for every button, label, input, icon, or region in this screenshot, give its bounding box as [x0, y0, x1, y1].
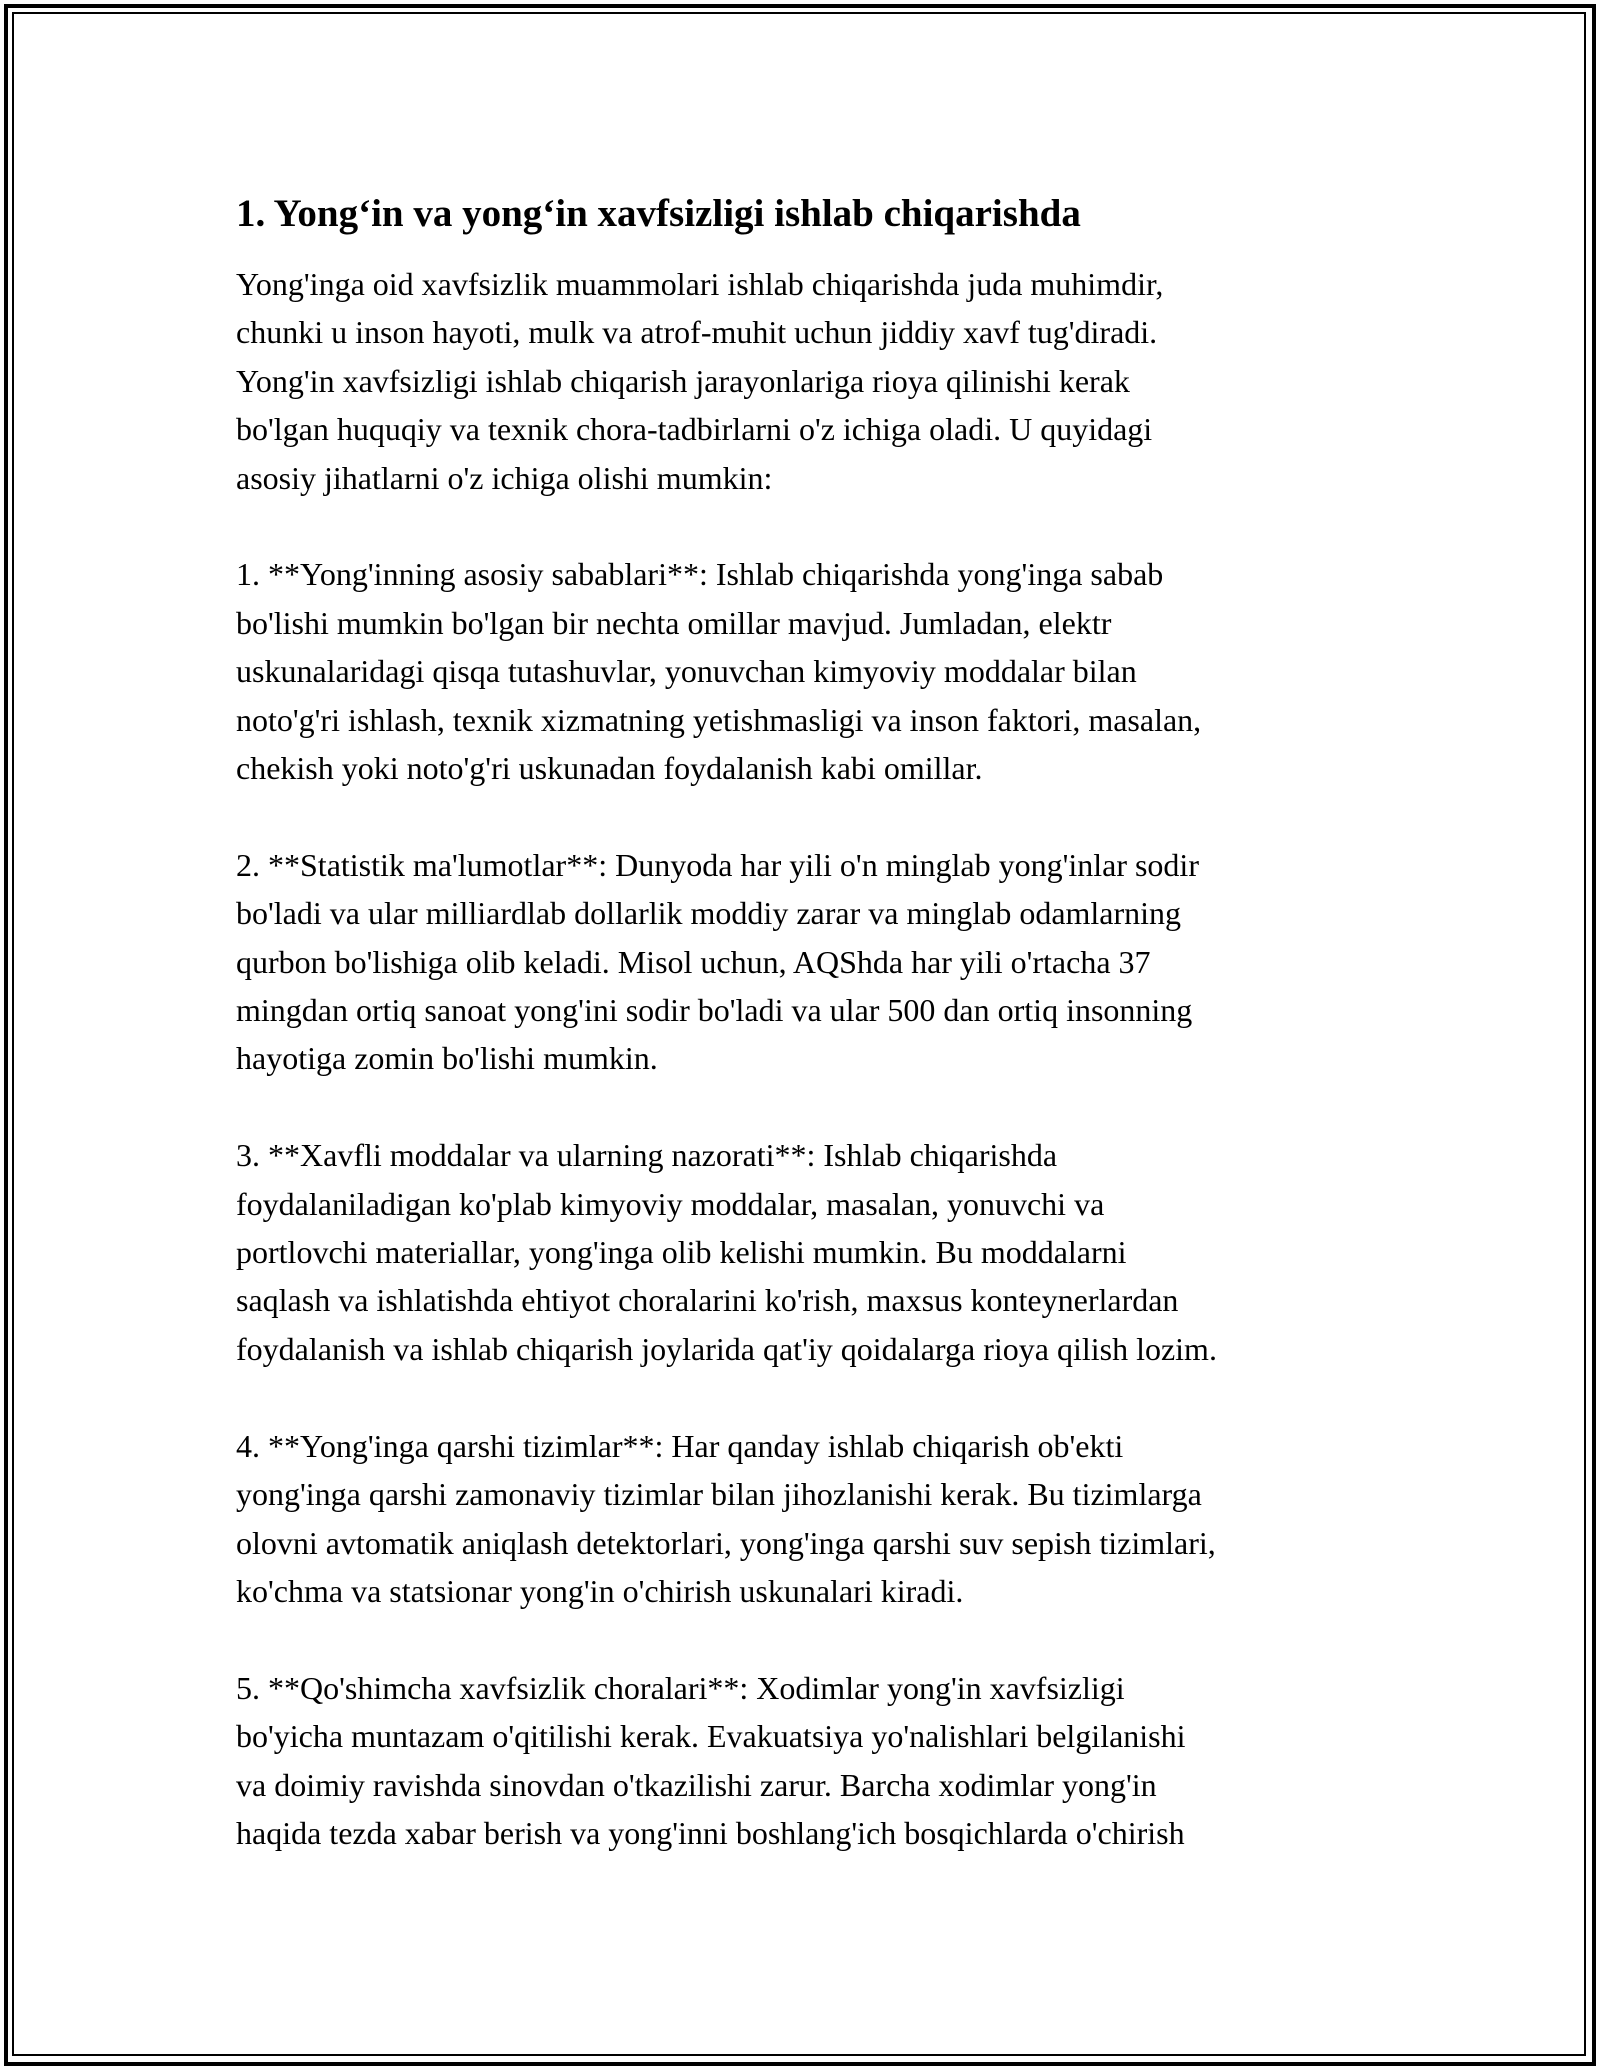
paragraph-fire-systems: 4. **Yong'inga qarshi tizimlar**: Har qanday ishlab chiqarish ob'ekti yong'inga qarshi zamonaviy tizimlar bilan jihozlanishi kerak. Bu tizimlarga olovni avtomatik aniqlash detektorlari, yong'inga qarshi suv sepish tizimlari, ko'chma va statsionar yong'in o'chirish uskunalari kiradi.	[236, 1427, 1216, 1609]
paragraph-additional-measures: 5. **Qo'shimcha xavfsizlik choralari**: Xodimlar yong'in xavfsizligi bo'yicha muntazam o'qitilishi kerak. Evakuatsiya yo'nalishlari belgilanishi va doimiy ravishda sinovdan o'tkazilishi zarur. Barcha xodimlar yong'in haqida tezda xabar berish va yong'inni boshlang'ich bosqichlarda o'chirish	[236, 1669, 1186, 1851]
paragraph-statistics: 2. **Statistik ma'lumotlar**: Dunyoda har yili o'n minglab yong'inlar sodir bo'ladi va ular milliardlab dollarlik moddiy zarar va minglab odamlarning qurbon bo'lishiga olib keladi. Misol uchun, AQShda har yili o'rtacha 37 mingdan ortiq sanoat yong'ini sodir bo'ladi va ular 500 dan ortiq insonning hayotiga zomin bo'lishi mumkin.	[236, 846, 1199, 1077]
document-body	[236, 188, 1416, 1906]
paragraph-fire-causes: 1. **Yong'inning asosiy sabablari**: Ishlab chiqarishda yong'inga sabab bo'lishi mumkin bo'lgan bir nechta omillar mavjud. Jumladan, elektr uskunalaridagi qisqa tutashuvlar, yonuvchan kimyoviy moddalar bilan noto'g'ri ishlash, texnik xizmatning yetishmasligi va inson faktori, masalan, chekish yoki noto'g'ri uskunadan foydalanish kabi omillar.	[236, 556, 1202, 787]
intro-paragraph: Yong'inga oid xavfsizlik muammolari ishlab chiqarishda juda muhimdir, chunki u inson hayoti, mulk va atrof-muhit uchun jiddiy xavf tug'diradi. Yong'in xavfsizligi ishlab chiqarish jarayonlariga rioya qilinishi kerak bo'lgan huquqiy va texnik chora-tadbirlarni o'z ichiga oladi. U quyidagi asosiy jihatlarni o'z ichiga olishi mumkin:	[236, 266, 1164, 496]
paragraph-hazardous-materials: 3. **Xavfli moddalar va ularning nazorati**: Ishlab chiqarishda foydalaniladigan ko'plab kimyoviy moddalar, masalan, yonuvchi va portlovchi materiallar, yong'inga olib kelishi mumkin. Bu moddalarni saqlash va ishlatishda ehtiyot choralarini ko'rish, maxsus konteynerlardan foydalanish va ishlab chiqarish joylarida qat'iy qoidalarga rioya qilish lozim.	[236, 1137, 1217, 1367]
document-title: 1. Yong‘in va yong‘in xavfsizligi ishlab chiqarishda	[236, 192, 1081, 235]
